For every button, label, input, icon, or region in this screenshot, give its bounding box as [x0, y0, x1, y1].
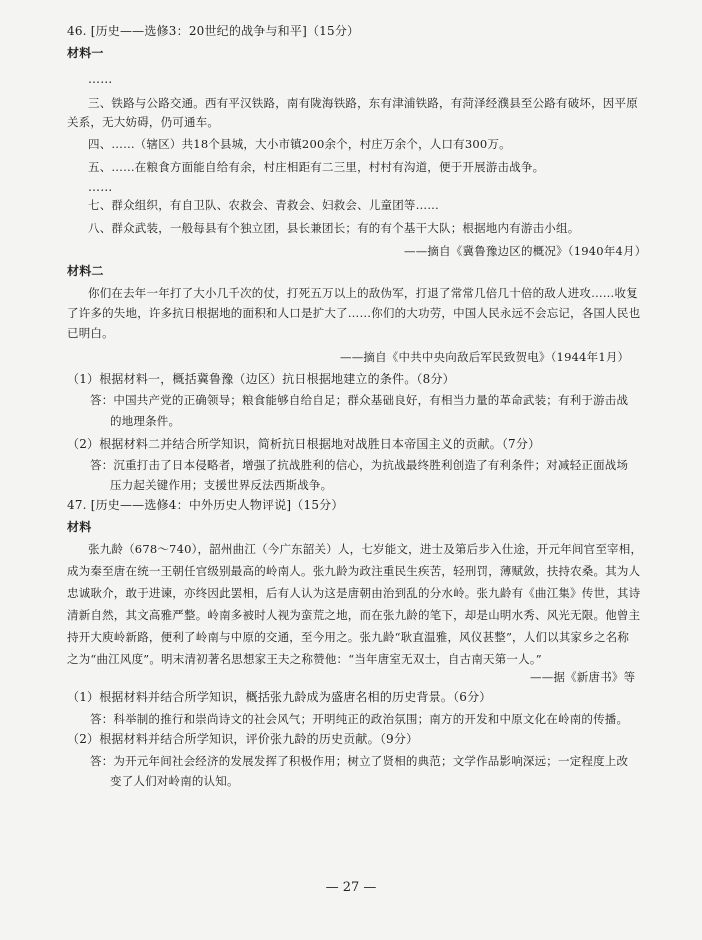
- material-line: 忠诚耿介，敢于进谏，亦终因此罢相，后有人认为这是唐朝由治到乱的分水岭。张九龄有《曲江集》传世，其诗: [67, 586, 641, 600]
- material-line: 之为“曲江风度”。明末清初著名思想家王夫之称赞他：“当年唐室无双士，自古南天第一人。”: [67, 652, 542, 666]
- material-line: 了许多的失地，许多抗日根据地的面积和人口是扩大了……你们的大功劳，中国人民永远不会忘记，各国人民也: [67, 306, 641, 320]
- q47-sub2-question: （2）根据材料并结合所学知识，评价张九龄的历史贡献。（9分）: [67, 732, 419, 746]
- q47-title: 47. [历史——选修4：中外历史人物评说]（15分）: [67, 498, 344, 512]
- material-line: 四、……（辖区）共18个县城，大小市镇200余个，村庄万余个，人口有300万。: [88, 137, 511, 151]
- source-citation: ——摘自《冀鲁豫边区的概况》（1940年4月）: [404, 244, 647, 258]
- q47-material-heading: 材料: [67, 520, 92, 534]
- answer-line: 答：科举制的推行和崇尚诗文的社会风气；开明纯正的政治氛围；南方的开发和中原文化在岭南的传播。: [90, 712, 629, 726]
- material-line: 已明白。: [67, 326, 114, 340]
- material-line: 五、……在粮食方面能自给有余，村庄相距有二三里，村村有沟道，便于开展游击战争。: [88, 160, 545, 174]
- answer-line: 变了人们对岭南的认知。: [110, 774, 239, 788]
- material-line: 张九龄（678～740），韶州曲江（今广东韶关）人，七岁能文，进士及第后步入仕途，开元年间官至宰相，: [88, 542, 643, 556]
- answer-line: 答：为开元年间社会经济的发展发挥了积极作用；树立了贤相的典范；文学作品影响深远；一定程度上改: [90, 754, 629, 768]
- material-line: 持开大庾岭新路，便利了岭南与中原的交通，至今用之。张九龄“耿直温雅，风仪甚整”，人们以其家乡之名称: [67, 630, 630, 644]
- answer-line: 的地理条件。: [110, 414, 181, 428]
- material-line: 清新自然，其文高雅严整。岭南多被时人视为蛮荒之地，而在张九龄的笔下，却是山明水秀、风光无限。他曾主: [67, 608, 641, 622]
- material-line: 关系，无大妨碍，仍可通车。: [67, 115, 220, 129]
- answer-line: 答：中国共产党的正确领导；粮食能够自给自足；群众基础良好，有相当力量的革命武装；有利于游击战: [90, 393, 629, 407]
- ellipsis: ……: [88, 72, 113, 86]
- q47-sub1-question: （1）根据材料并结合所学知识，概括张九龄成为盛唐名相的历史背景。（6分）: [67, 690, 492, 704]
- q46-material1-heading: 材料一: [67, 46, 104, 60]
- material-line: 八、群众武装，一般每县有个独立团，县长兼团长；有的有个基干大队；根据地内有游击小组。: [88, 221, 580, 235]
- material-line: 三、铁路与公路交通。西有平汉铁路，南有陇海铁路，东有津浦铁路，有菏泽经濮县至公路有破坏，因平原: [88, 96, 638, 110]
- q46-sub1-question: （1）根据材料一，概括冀鲁豫（边区）抗日根据地建立的条件。（8分）: [67, 372, 455, 386]
- source-citation: ——据《新唐书》等: [530, 670, 636, 684]
- answer-line: 答：沉重打击了日本侵略者，增强了抗战胜利的信心，为抗战最终胜利创造了有利条件；对减轻正面战场: [90, 458, 629, 472]
- q46-sub2-question: （2）根据材料二并结合所学知识，简析抗日根据地对战胜日本帝国主义的贡献。（7分）: [67, 437, 541, 451]
- material-line: 七、群众组织，有自卫队、农救会、青救会、妇救会、儿童团等……: [88, 198, 439, 212]
- q46-material2-heading: 材料二: [67, 264, 104, 278]
- ellipsis: ……: [88, 180, 113, 194]
- q46-title: 46. [历史——选修3：20世纪的战争与和平]（15分）: [67, 24, 360, 38]
- source-citation: ——摘自《中共中央向敌后军民致贺电》（1944年1月）: [340, 350, 630, 364]
- material-line: 你们在去年一年打了大小几千次的仗，打死五万以上的敌伪军，打退了常常几倍几十倍的敌人进攻……收复: [88, 286, 638, 300]
- material-line: 成为秦至唐在统一王朝任官级别最高的岭南人。张九龄为政注重民生疾苦，轻刑罚，薄赋敛，扶持农桑。其为人: [67, 564, 641, 578]
- answer-line: 压力起关键作用；支援世界反法西斯战争。: [110, 478, 333, 492]
- page-number: — 27 —: [325, 880, 377, 895]
